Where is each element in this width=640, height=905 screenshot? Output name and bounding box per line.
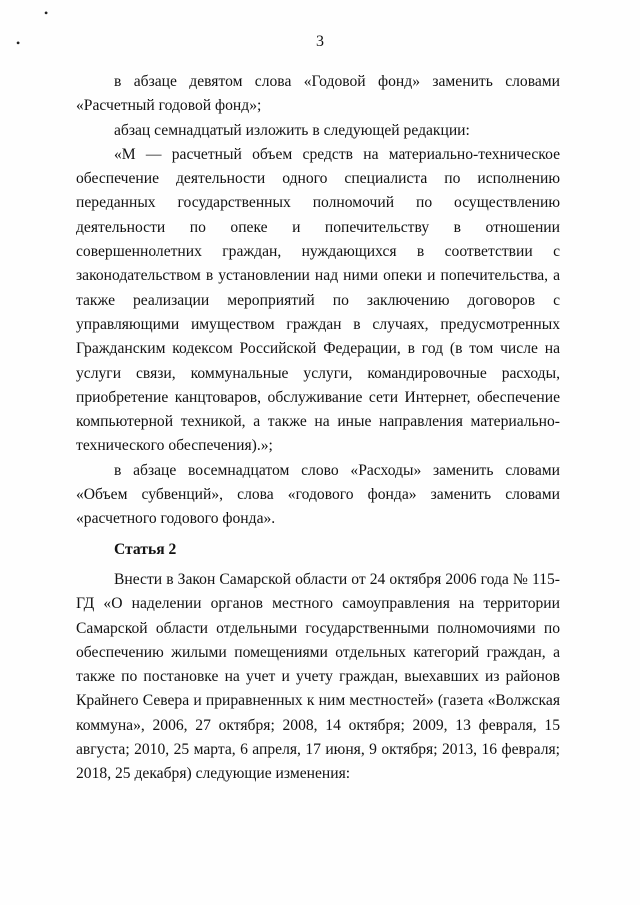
document-body (76, 70, 560, 787)
page-number: 3 (316, 33, 324, 50)
article-heading: Статья 2 (114, 540, 177, 558)
scan-mark: • (16, 36, 21, 50)
scan-mark: • (44, 6, 49, 20)
paragraph-amend-ninth: в абзаце девятом слова «Годовой фонд» заменить словами «Расчетный годовой фонд»; (76, 73, 560, 115)
paragraph-amend-seventeenth: абзац семнадцатый изложить в следующей редакции: (114, 121, 470, 139)
paragraph-definition-m: «М — расчетный объем средств на материально-техническое обеспечение деятельности одного специалиста по исполнению переданных государственных полномочий по осуществлению деятельности по опеке и попечительству в отношении совершеннолетних граждан, нуждающихся в соответствии с законодательством в установлении над ними опеки и попечительства, а также реализации мероприятий по заключению договоров с управляющими имуществом граждан в случаях, предусмотренных Гражданским кодексом Российской Федерации, в год (в том числе на услуги связи, коммунальные услуги, командировочные расходы, приобретение канцтоваров, обслуживание сети Интернет, обеспечение компьютерной техникой, а также на иные направления материально-технического обеспечения).»; (76, 145, 560, 455)
paragraph-amend-eighteenth: в абзаце восемнадцатом слово «Расходы» заменить словами «Объем субвенций», слова «годового фонда» заменить словами «расчетного годового фонда». (76, 461, 560, 528)
paragraph-article-2: Внести в Закон Самарской области от 24 октября 2006 года № 115-ГД «О наделении органов местного самоуправления на территории Самарской области отдельными государственными полномочиями по обеспечению жилыми помещениями отдельных категорий граждан, а также по постановке на учет и учету граждан, выехавших из районов Крайнего Севера и приравненных к ним местностей» (газета «Волжская коммуна», 2006, 27 октября; 2008, 14 октября; 2009, 13 февраля, 15 августа; 2010, 25 марта, 6 апреля, 17 июня, 9 октября; 2013, 16 февраля; 2018, 25 декабря) следующие изменения: (76, 570, 560, 783)
